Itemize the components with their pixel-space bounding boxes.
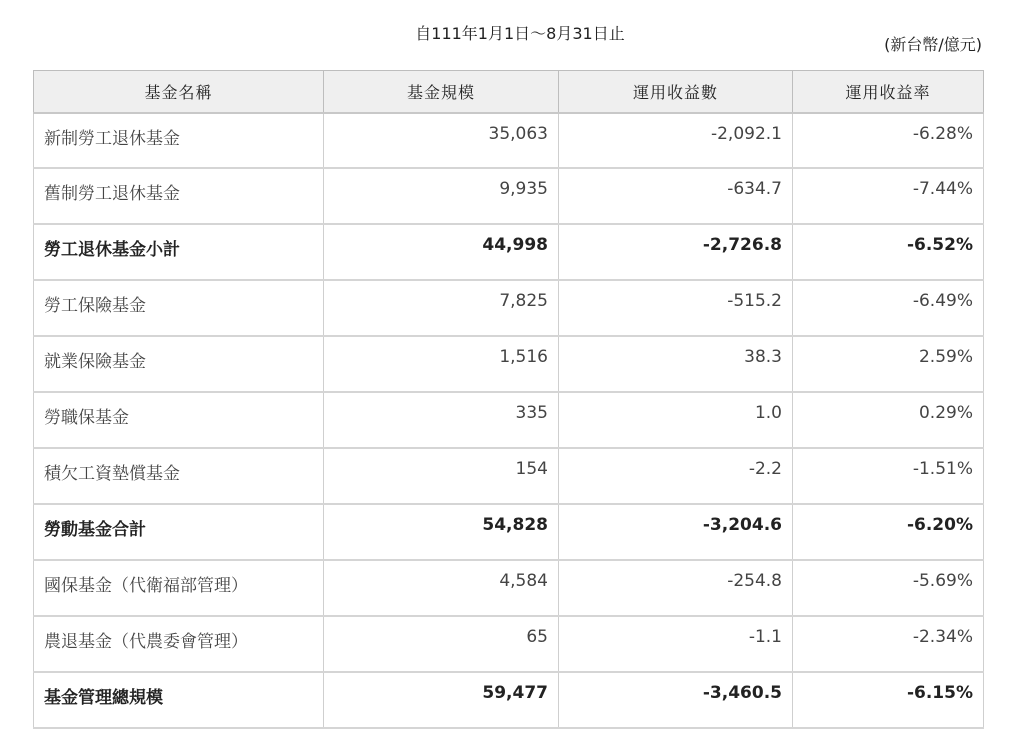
- table-row: [34, 336, 984, 392]
- cell-fund-scale: 59,477: [324, 672, 559, 728]
- date-range-title: 自111年1月1日～8月31日止: [415, 24, 625, 43]
- cell-fund-scale: 7,825: [324, 280, 559, 336]
- cell-return-rate: -6.28%: [793, 113, 984, 168]
- cell-fund-scale: 4,584: [324, 560, 559, 616]
- cell-fund-scale: 335: [324, 392, 559, 448]
- cell-fund-scale: 9,935: [324, 168, 559, 224]
- column-header-fund-scale: 基金規模: [324, 71, 559, 114]
- cell-return-rate: -2.34%: [793, 616, 984, 672]
- table-row: [34, 280, 984, 336]
- cell-income: -2,092.1: [559, 113, 793, 168]
- cell-fund-name: 農退基金（代農委會管理）: [34, 616, 324, 672]
- cell-income: -2.2: [559, 448, 793, 504]
- table-row: [34, 560, 984, 616]
- table-row-subtotal: [34, 672, 984, 728]
- cell-fund-name: 勞動基金合計: [34, 504, 324, 560]
- table-row-subtotal: [34, 504, 984, 560]
- cell-fund-name: 勞工退休基金小計: [34, 224, 324, 280]
- cell-return-rate: -5.69%: [793, 560, 984, 616]
- cell-return-rate: 0.29%: [793, 392, 984, 448]
- cell-fund-name: 基金管理總規模: [34, 672, 324, 728]
- cell-income: -3,204.6: [559, 504, 793, 560]
- column-header-fund-name: 基金名稱: [34, 71, 324, 114]
- cell-return-rate: -1.51%: [793, 448, 984, 504]
- column-header-income: 運用收益數: [559, 71, 793, 114]
- cell-return-rate: -6.15%: [793, 672, 984, 728]
- cell-fund-scale: 44,998: [324, 224, 559, 280]
- table-body: [34, 113, 984, 728]
- cell-return-rate: -6.20%: [793, 504, 984, 560]
- cell-return-rate: -6.49%: [793, 280, 984, 336]
- cell-income: -634.7: [559, 168, 793, 224]
- cell-income: -2,726.8: [559, 224, 793, 280]
- table-row: [34, 113, 984, 168]
- column-header-return-rate: 運用收益率: [793, 71, 984, 114]
- cell-fund-scale: 154: [324, 448, 559, 504]
- cell-income: -254.8: [559, 560, 793, 616]
- cell-income: -1.1: [559, 616, 793, 672]
- cell-return-rate: -7.44%: [793, 168, 984, 224]
- cell-fund-scale: 54,828: [324, 504, 559, 560]
- cell-fund-name: 積欠工資墊償基金: [34, 448, 324, 504]
- currency-unit-note: (新台幣/億元): [884, 35, 982, 54]
- cell-fund-name: 國保基金（代衛福部管理）: [34, 560, 324, 616]
- table-row: [34, 392, 984, 448]
- fund-performance-table: [33, 70, 984, 729]
- cell-fund-name: 勞職保基金: [34, 392, 324, 448]
- table-header-row: [34, 71, 984, 114]
- table-row: [34, 168, 984, 224]
- cell-return-rate: -6.52%: [793, 224, 984, 280]
- table-row: [34, 616, 984, 672]
- cell-fund-name: 勞工保險基金: [34, 280, 324, 336]
- cell-fund-scale: 35,063: [324, 113, 559, 168]
- cell-fund-scale: 65: [324, 616, 559, 672]
- cell-fund-name: 新制勞工退休基金: [34, 113, 324, 168]
- cell-income: -3,460.5: [559, 672, 793, 728]
- cell-fund-name: 舊制勞工退休基金: [34, 168, 324, 224]
- cell-fund-name: 就業保險基金: [34, 336, 324, 392]
- table-row: [34, 448, 984, 504]
- cell-return-rate: 2.59%: [793, 336, 984, 392]
- table-row-subtotal: [34, 224, 984, 280]
- cell-income: -515.2: [559, 280, 793, 336]
- cell-income: 38.3: [559, 336, 793, 392]
- cell-income: 1.0: [559, 392, 793, 448]
- cell-fund-scale: 1,516: [324, 336, 559, 392]
